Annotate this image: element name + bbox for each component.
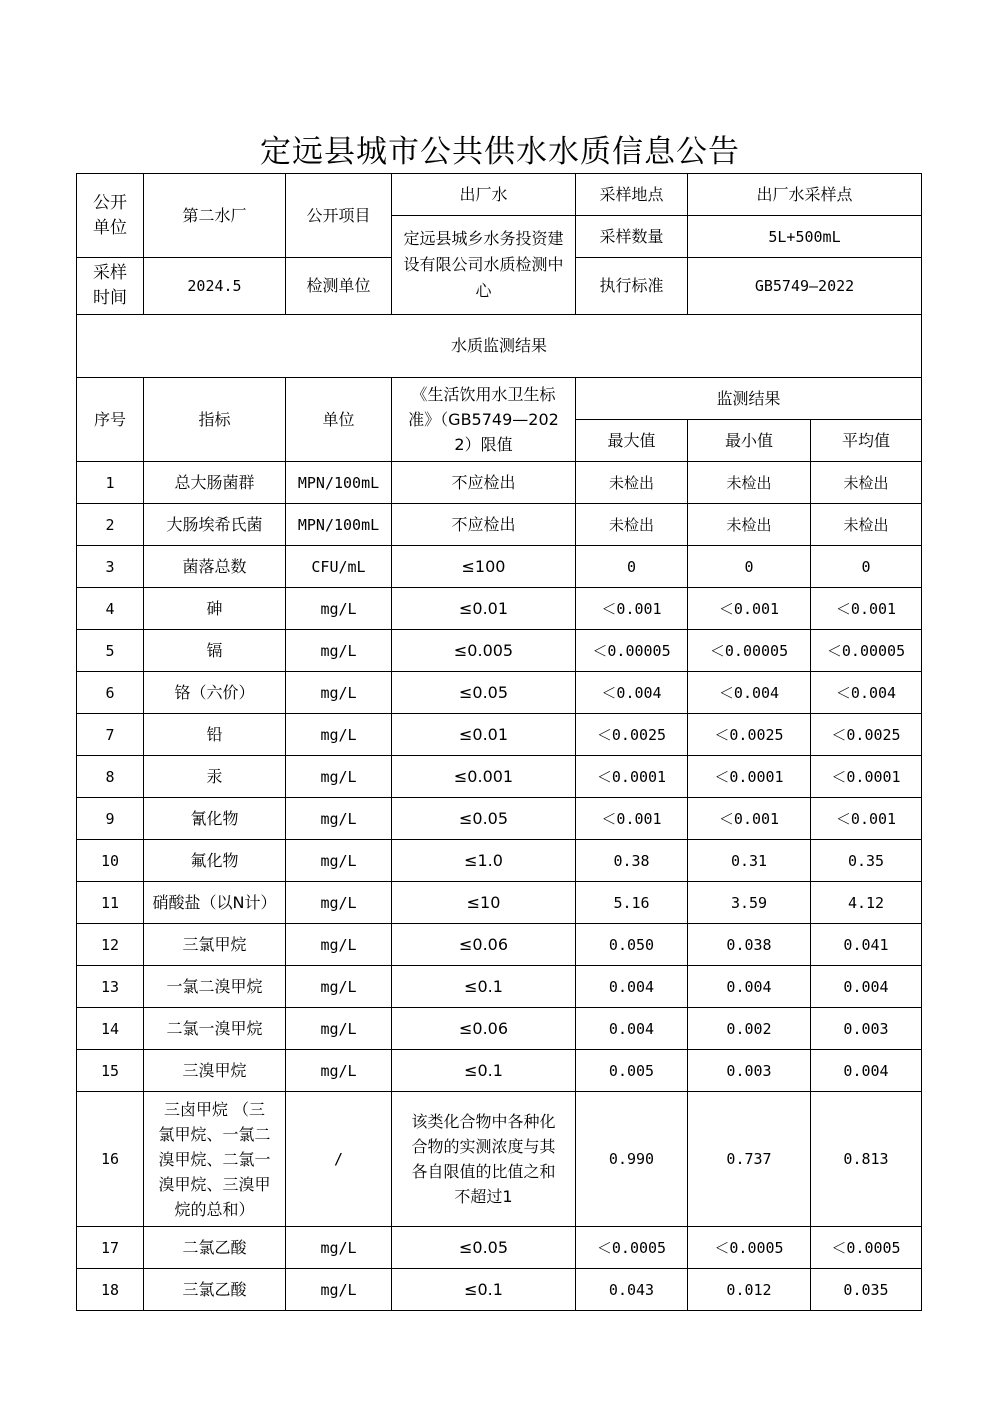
row-indicator: 二氯一溴甲烷 bbox=[144, 1008, 286, 1050]
row-min: 0.038 bbox=[688, 924, 811, 966]
row-min: ＜0.0001 bbox=[688, 756, 811, 798]
row-max: 0.050 bbox=[576, 924, 688, 966]
row-indicator: 一氯二溴甲烷 bbox=[144, 966, 286, 1008]
row-seq: 16 bbox=[77, 1092, 144, 1227]
row-min: 0.012 bbox=[688, 1269, 811, 1311]
standard-label: 执行标准 bbox=[576, 258, 688, 315]
row-indicator: 三氯乙酸 bbox=[144, 1269, 286, 1311]
row-indicator: 铅 bbox=[144, 714, 286, 756]
header-limit: 《生活饮用水卫生标准》（GB5749—2022）限值 bbox=[392, 378, 576, 462]
sampling-quantity-label: 采样数量 bbox=[576, 216, 688, 258]
row-avg: 0.004 bbox=[811, 966, 922, 1008]
row-max: 0.38 bbox=[576, 840, 688, 882]
row-min: 0.31 bbox=[688, 840, 811, 882]
row-indicator: 镉 bbox=[144, 630, 286, 672]
row-avg: ＜0.001 bbox=[811, 588, 922, 630]
table-row bbox=[77, 588, 922, 630]
sampling-quantity-value: 5L+500mL bbox=[688, 216, 922, 258]
row-avg: 0 bbox=[811, 546, 922, 588]
row-avg: 未检出 bbox=[811, 462, 922, 504]
row-min: ＜0.001 bbox=[688, 798, 811, 840]
row-max: 0.990 bbox=[576, 1092, 688, 1227]
table-row bbox=[77, 798, 922, 840]
row-unit: mg/L bbox=[286, 966, 392, 1008]
header-indicator: 指标 bbox=[144, 378, 286, 462]
sampling-location-label: 采样地点 bbox=[576, 174, 688, 216]
section-title: 水质监测结果 bbox=[77, 315, 922, 378]
standard-value: GB5749—2022 bbox=[688, 258, 922, 315]
row-limit: ≤10 bbox=[392, 882, 576, 924]
row-max: 0 bbox=[576, 546, 688, 588]
row-min: 3.59 bbox=[688, 882, 811, 924]
row-avg: ＜0.00005 bbox=[811, 630, 922, 672]
row-limit: ≤0.06 bbox=[392, 1008, 576, 1050]
header-unit: 单位 bbox=[286, 378, 392, 462]
row-indicator: 三卤甲烷 （三氯甲烷、一氯二溴甲烷、二氯一溴甲烷、三溴甲烷的总和） bbox=[144, 1092, 286, 1227]
row-unit: mg/L bbox=[286, 882, 392, 924]
row-max: ＜0.0005 bbox=[576, 1227, 688, 1269]
row-limit: ≤1.0 bbox=[392, 840, 576, 882]
table-row bbox=[77, 504, 922, 546]
table-row bbox=[77, 1227, 922, 1269]
row-seq: 11 bbox=[77, 882, 144, 924]
row-unit: mg/L bbox=[286, 1050, 392, 1092]
table-row bbox=[77, 630, 922, 672]
row-limit: ≤0.005 bbox=[392, 630, 576, 672]
row-unit: mg/L bbox=[286, 1227, 392, 1269]
row-seq: 5 bbox=[77, 630, 144, 672]
row-seq: 15 bbox=[77, 1050, 144, 1092]
row-seq: 12 bbox=[77, 924, 144, 966]
row-unit: mg/L bbox=[286, 840, 392, 882]
row-limit: ≤100 bbox=[392, 546, 576, 588]
water-quality-table bbox=[76, 173, 922, 1311]
row-min: ＜0.00005 bbox=[688, 630, 811, 672]
row-min: 未检出 bbox=[688, 504, 811, 546]
header-results: 监测结果 bbox=[576, 378, 922, 420]
row-indicator: 二氯乙酸 bbox=[144, 1227, 286, 1269]
row-min: 0.002 bbox=[688, 1008, 811, 1050]
table-row bbox=[77, 1008, 922, 1050]
row-seq: 3 bbox=[77, 546, 144, 588]
row-seq: 18 bbox=[77, 1269, 144, 1311]
row-seq: 2 bbox=[77, 504, 144, 546]
header-seq: 序号 bbox=[77, 378, 144, 462]
row-avg: 4.12 bbox=[811, 882, 922, 924]
row-avg: 0.003 bbox=[811, 1008, 922, 1050]
row-indicator: 硝酸盐（以N计） bbox=[144, 882, 286, 924]
row-avg: ＜0.0005 bbox=[811, 1227, 922, 1269]
row-max: ＜0.004 bbox=[576, 672, 688, 714]
row-min: 未检出 bbox=[688, 462, 811, 504]
public-unit-value: 第二水厂 bbox=[144, 174, 286, 258]
table-row bbox=[77, 1269, 922, 1311]
row-min: ＜0.001 bbox=[688, 588, 811, 630]
row-seq: 13 bbox=[77, 966, 144, 1008]
row-limit: 不应检出 bbox=[392, 504, 576, 546]
row-limit: ≤0.01 bbox=[392, 714, 576, 756]
row-avg: ＜0.0001 bbox=[811, 756, 922, 798]
table-row bbox=[77, 966, 922, 1008]
row-unit: mg/L bbox=[286, 756, 392, 798]
row-unit: mg/L bbox=[286, 798, 392, 840]
row-min: ＜0.0025 bbox=[688, 714, 811, 756]
row-max: 未检出 bbox=[576, 504, 688, 546]
table-row bbox=[77, 672, 922, 714]
row-avg: 0.004 bbox=[811, 1050, 922, 1092]
row-avg: ＜0.004 bbox=[811, 672, 922, 714]
table-row bbox=[77, 714, 922, 756]
row-indicator: 总大肠菌群 bbox=[144, 462, 286, 504]
row-seq: 14 bbox=[77, 1008, 144, 1050]
row-limit: ≤0.06 bbox=[392, 924, 576, 966]
public-item-value: 出厂水 bbox=[392, 174, 576, 216]
table-row bbox=[77, 462, 922, 504]
public-item-label: 公开项目 bbox=[286, 174, 392, 258]
row-max: ＜0.0025 bbox=[576, 714, 688, 756]
row-indicator: 大肠埃希氏菌 bbox=[144, 504, 286, 546]
row-avg: ＜0.001 bbox=[811, 798, 922, 840]
row-limit: ≤0.1 bbox=[392, 1050, 576, 1092]
row-limit: 不应检出 bbox=[392, 462, 576, 504]
table-row bbox=[77, 924, 922, 966]
row-unit: CFU/mL bbox=[286, 546, 392, 588]
row-min: 0.003 bbox=[688, 1050, 811, 1092]
testing-unit-label: 检测单位 bbox=[286, 258, 392, 315]
sampling-time-value: 2024.5 bbox=[144, 258, 286, 315]
row-indicator: 三溴甲烷 bbox=[144, 1050, 286, 1092]
testing-unit-value: 定远县城乡水务投资建设有限公司水质检测中心 bbox=[392, 216, 576, 315]
row-avg: 0.035 bbox=[811, 1269, 922, 1311]
table-row bbox=[77, 882, 922, 924]
row-max: ＜0.001 bbox=[576, 798, 688, 840]
row-min: 0.004 bbox=[688, 966, 811, 1008]
row-seq: 1 bbox=[77, 462, 144, 504]
row-max: 0.043 bbox=[576, 1269, 688, 1311]
row-seq: 4 bbox=[77, 588, 144, 630]
row-unit: mg/L bbox=[286, 1008, 392, 1050]
row-seq: 10 bbox=[77, 840, 144, 882]
table-row bbox=[77, 546, 922, 588]
row-limit: ≤0.1 bbox=[392, 1269, 576, 1311]
header-min: 最小值 bbox=[688, 420, 811, 462]
row-min: 0.737 bbox=[688, 1092, 811, 1227]
row-max: 0.004 bbox=[576, 1008, 688, 1050]
row-indicator: 菌落总数 bbox=[144, 546, 286, 588]
row-limit: ≤0.05 bbox=[392, 1227, 576, 1269]
row-unit: mg/L bbox=[286, 714, 392, 756]
row-unit: mg/L bbox=[286, 588, 392, 630]
row-indicator: 氰化物 bbox=[144, 798, 286, 840]
header-max: 最大值 bbox=[576, 420, 688, 462]
row-avg: 0.813 bbox=[811, 1092, 922, 1227]
row-indicator: 三氯甲烷 bbox=[144, 924, 286, 966]
row-seq: 6 bbox=[77, 672, 144, 714]
row-limit: ≤0.1 bbox=[392, 966, 576, 1008]
row-avg: 0.35 bbox=[811, 840, 922, 882]
row-max: ＜0.00005 bbox=[576, 630, 688, 672]
public-unit-label: 公开单位 bbox=[77, 174, 144, 258]
row-max: 未检出 bbox=[576, 462, 688, 504]
row-unit: MPN/100mL bbox=[286, 504, 392, 546]
row-max: ＜0.001 bbox=[576, 588, 688, 630]
row-unit: mg/L bbox=[286, 1269, 392, 1311]
row-limit: ≤0.05 bbox=[392, 672, 576, 714]
row-max: 0.005 bbox=[576, 1050, 688, 1092]
row-avg: 未检出 bbox=[811, 504, 922, 546]
row-indicator: 砷 bbox=[144, 588, 286, 630]
row-max: 5.16 bbox=[576, 882, 688, 924]
row-limit: ≤0.05 bbox=[392, 798, 576, 840]
table-row bbox=[77, 1050, 922, 1092]
row-avg: 0.041 bbox=[811, 924, 922, 966]
row-seq: 7 bbox=[77, 714, 144, 756]
row-limit: ≤0.01 bbox=[392, 588, 576, 630]
row-unit: MPN/100mL bbox=[286, 462, 392, 504]
table-row bbox=[77, 756, 922, 798]
row-unit: mg/L bbox=[286, 630, 392, 672]
row-unit: / bbox=[286, 1092, 392, 1227]
row-limit: 该类化合物中各种化合物的实测浓度与其各自限值的比值之和不超过1 bbox=[392, 1092, 576, 1227]
row-seq: 8 bbox=[77, 756, 144, 798]
row-avg: ＜0.0025 bbox=[811, 714, 922, 756]
row-indicator: 氟化物 bbox=[144, 840, 286, 882]
row-seq: 17 bbox=[77, 1227, 144, 1269]
row-min: ＜0.0005 bbox=[688, 1227, 811, 1269]
row-max: 0.004 bbox=[576, 966, 688, 1008]
row-unit: mg/L bbox=[286, 672, 392, 714]
header-avg: 平均值 bbox=[811, 420, 922, 462]
sampling-time-label: 采样时间 bbox=[77, 258, 144, 315]
row-limit: ≤0.001 bbox=[392, 756, 576, 798]
row-min: 0 bbox=[688, 546, 811, 588]
table-row bbox=[77, 840, 922, 882]
row-indicator: 汞 bbox=[144, 756, 286, 798]
row-seq: 9 bbox=[77, 798, 144, 840]
row-indicator: 铬（六价） bbox=[144, 672, 286, 714]
page-title: 定远县城市公共供水水质信息公告 bbox=[260, 134, 740, 170]
table-row bbox=[77, 1092, 922, 1227]
row-max: ＜0.0001 bbox=[576, 756, 688, 798]
sampling-location-value: 出厂水采样点 bbox=[688, 174, 922, 216]
row-unit: mg/L bbox=[286, 924, 392, 966]
row-min: ＜0.004 bbox=[688, 672, 811, 714]
